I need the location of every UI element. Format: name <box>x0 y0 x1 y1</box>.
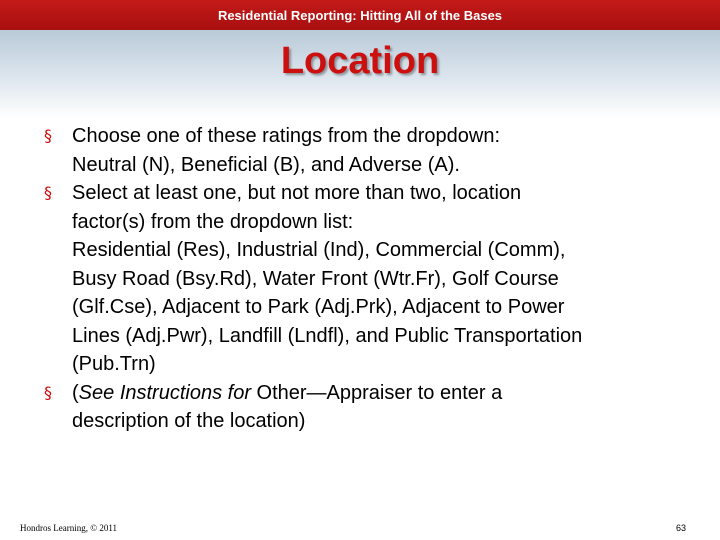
bullet-item-location-factors <box>44 179 694 379</box>
bullet-marker-icon: § <box>44 382 52 402</box>
bullet-list <box>44 122 694 436</box>
bullet-line: Choose one of these ratings from the dropdown: <box>72 125 501 147</box>
instruction-text: Other—Appraiser to enter a <box>250 381 503 404</box>
bullet-line: description of the location) <box>72 410 306 432</box>
bullet-marker-icon: § <box>44 126 52 145</box>
bullet-line: factor(s) from the dropdown list: <box>72 210 354 233</box>
page-number: 63 <box>675 523 686 533</box>
italic-instruction-text: See Instructions for <box>78 381 251 404</box>
open-paren: ( <box>72 381 79 404</box>
bullet-line: Neutral (N), Beneficial (B), and Adverse (A). <box>72 153 460 176</box>
bullet-marker-icon: § <box>44 183 52 202</box>
bullet-line: (Glf.Cse), Adjacent to Park (Adj.Prk), Adjacent to Power <box>72 296 565 318</box>
footer-copyright: Hondros Learning, © 2011 <box>20 523 117 533</box>
bullet-line: Select at least one, but not more than two, location <box>72 182 522 204</box>
header-band <box>0 0 720 30</box>
bullet-line: Lines (Adj.Pwr), Landfill (Lndfl), and Public Transportation <box>72 324 583 347</box>
bullet-line <box>72 379 694 408</box>
bullet-line: Residential (Res), Industrial (Ind), Commercial (Comm), <box>72 239 566 261</box>
bullet-line: Busy Road (Bsy.Rd), Water Front (Wtr.Fr), Golf Course <box>72 267 559 290</box>
bullet-item-instructions <box>44 379 694 436</box>
header-text: Residential Reporting: Hitting All of the Bases <box>217 7 503 23</box>
bullet-item-ratings <box>44 122 694 179</box>
bullet-line: (Pub.Trn) <box>72 353 156 375</box>
slide-title: Location <box>280 40 440 82</box>
